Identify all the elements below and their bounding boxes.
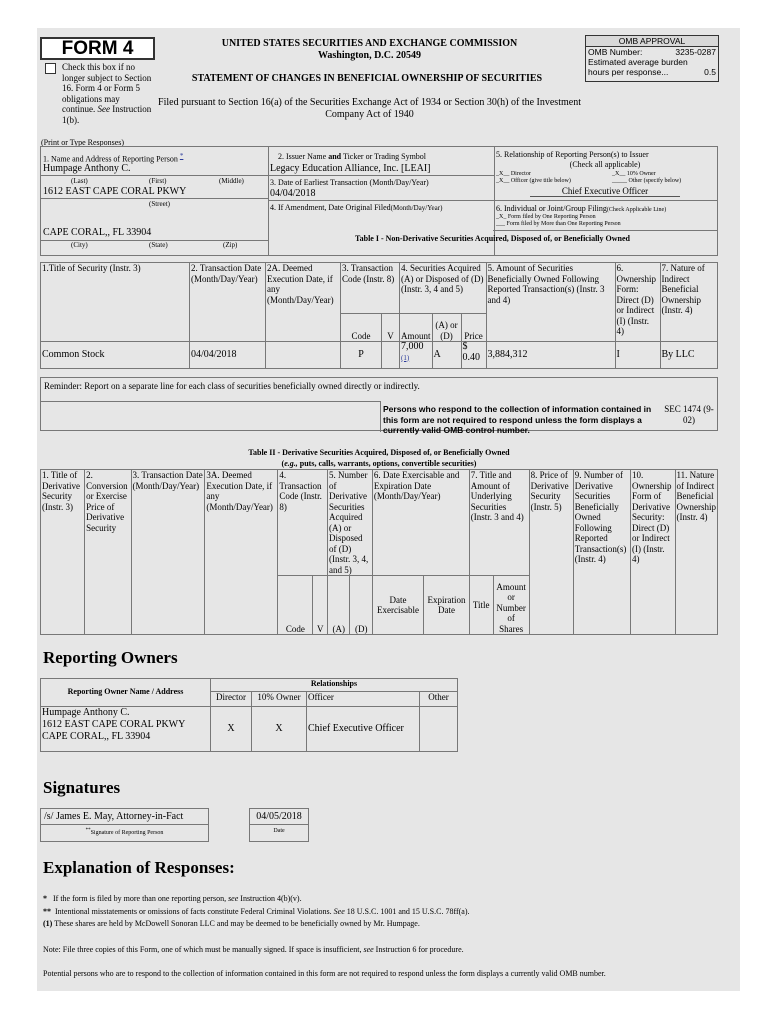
table1-title: Table I - Non-Derivative Securities Acquired, Disposed of, or Beneficially Owned [355,234,630,243]
explanation-star: * If the form is filed by more than one reporting person, see Instruction 4(b)(v). [43,894,302,903]
sec-number: SEC 1474 (9-02) [664,404,714,425]
earliest-date-label: 3. Date of Earliest Transaction (Month/Day/Year) [270,178,429,187]
signer: /s/ James E. May, Attorney-in-Fact [41,809,208,825]
asterisk-link[interactable]: * [179,152,184,160]
table2-header: 1. Title of Derivative Security (Instr. 3) [41,470,85,635]
omb-number-row [586,47,718,57]
transaction-code: P [341,342,382,369]
table1-header: 7. Nature of Indirect Beneficial Ownership (Instr. 4) [660,263,717,342]
divider [493,230,717,231]
omb-number-label: OMB Number: [588,47,643,57]
table2-title: Table II - Derivative Securities Acquired, Disposed of, or Beneficially Owned [248,448,510,457]
filed-pursuant: Filed pursuant to Section 16(a) of the Securities Exchange Act of 1934 or Section 30(h) of the Investment Company Act of 1940 [158,97,581,120]
relationship-sub: (Check all applicable) [569,160,641,169]
security-title: Common Stock [41,342,190,369]
last-label: (Last) [71,177,88,185]
issuer-name: Legacy Education Alliance, Inc. [LEAI] [270,163,431,174]
agency-name: UNITED STATES SECURITIES AND EXCHANGE COMMISSION [221,38,518,49]
transaction-date: 04/04/2018 [190,342,266,369]
relationships-header: Relationships [211,679,458,692]
signature-date: 04/05/2018 [250,809,308,825]
officer-check[interactable]: _X__ Officer (give title below) [496,178,571,184]
footnote-1-link[interactable]: (1) [401,353,410,362]
table2-header-row [41,470,718,576]
table1-header: 5. Amount of Securities Beneficially Owned Following Reported Transaction(s) (Instr. 3 and 4) [486,263,615,342]
owner-address [41,707,211,752]
table2-sub-d: (D) [350,576,372,635]
table1-sub-code: Code [341,314,382,342]
table2-sub-amount: Amount or Number of Shares [493,576,529,635]
omb-hours: 0.5 [704,67,716,77]
street-label: (Street) [149,200,170,208]
table1-header: 2A. Deemed Execution Date, if any (Month/Day/Year) [266,263,341,342]
divider [41,175,268,176]
signatures-heading: Signatures [43,778,121,797]
check-note: Check this box if no longer subject to Section 16. Form 4 or Form 5 obligations may continue. See Instruction 1(b). [62,62,152,125]
filing-label: 6. Individual or Joint/Group Filing(Check Applicable Line) [496,204,667,213]
officer-title: Chief Executive Officer [530,186,680,197]
ten-pct-owner-check[interactable]: _X__ 10% Owner [612,171,656,177]
table1-header: 3. Transaction Code (Instr. 8) [341,263,400,314]
print-type: (Print or Type Responses) [41,138,125,147]
omb-approval-box [585,35,719,82]
table-row [41,707,458,752]
nature-of-ownership: By LLC [660,342,717,369]
table1-header: 1.Title of Security (Instr. 3) [41,263,190,342]
table1-header: 6. Ownership Form: Direct (D) or Indirect (I) (Instr. 4) [615,263,660,342]
owner-city: CAPE CORAL,, FL 33904 [42,731,151,742]
issuer-label: 2. Issuer Name and Ticker or Trading Symbol [278,152,427,161]
price: 0.40 [462,351,481,363]
table2-sub-v: V [313,576,328,635]
other-header: Other [420,692,458,707]
relationship-label: 5. Relationship of Reporting Person(s) to Issuer [496,150,649,159]
table2-header: 5. Number of Derivative Securities Acquired (A) or Disposed of (D) (Instr. 3, 4, and 5) [328,470,373,576]
date-label: Date [273,828,285,834]
table2-sub-code: Code [278,576,313,635]
no-longer-subject-checkbox[interactable] [45,63,56,74]
state-label: (State) [149,241,168,249]
file-note: Note: File three copies of this Form, one of which must be manually signed. If space is insufficient, see Instruction 6 for procedure. [43,945,464,954]
earliest-date: 04/04/2018 [270,188,316,199]
explanation-heading: Explanation of Responses: [43,858,235,877]
table-row [41,342,718,369]
signature-box [40,808,209,842]
table2-subtitle: (e.g., puts, calls, warrants, options, convertible securities) [281,459,477,468]
reporting-person-city: CAPE CORAL,, FL 33904 [43,227,152,238]
table2-header: 8. Price of Derivative Security (Instr. 5) [529,470,573,635]
explanation-double-star: ** Intentional misstatements or omissions of facts constitute Federal Criminal Violations. See 18 U.S.C. 1001 and 15 U.S.C. 78ff(a). [43,906,470,916]
reminder-blank [41,401,381,432]
table1-header: 2. Transaction Date (Month/Day/Year) [190,263,266,342]
ten-pct-value: X [252,707,307,752]
form-page [37,28,740,991]
deemed-date [266,342,341,369]
divider [494,200,717,201]
table1-sub-v: V [382,314,400,342]
one-person-check[interactable]: _X_ Form filed by One Reporting Person [496,214,596,220]
table1-sub-ad: (A) or (D) [432,314,461,342]
omb-title: OMB APPROVAL [586,36,718,47]
table2-header: 4. Transaction Code (Instr. 8) [278,470,328,576]
persons-notice: Persons who respond to the collection of information contained in this form are not required to respond unless the form displays a currently valid OMB control number. [383,404,652,435]
table2-sub-title: Title [469,576,493,635]
table1 [40,262,718,369]
officer-value: Chief Executive Officer [307,707,420,752]
table1-sub-amount: Amount [400,314,433,342]
price-cell [461,342,486,369]
other-value [420,707,458,752]
table2-header: 9. Number of Derivative Securities Beneficially Owned Following Reported Transaction(s) (Instr. 4) [573,470,630,635]
reporting-owners-heading: Reporting Owners [43,648,178,667]
signer-label: **Signature of Reporting Person [85,828,164,836]
owner-name: Humpage Anthony C. [42,707,130,718]
ten-pct-header: 10% Owner [252,692,307,707]
price-symbol: $ [462,341,468,352]
table2 [40,469,718,635]
table2-header: 10. Ownership Form of Derivative Security: Direct (D) or Indirect (I) (Instr. 4) [630,470,675,635]
director-header: Director [211,692,252,707]
table2-header: 6. Date Exercisable and Expiration Date (Month/Day/Year) [372,470,469,576]
owner-street: 1612 EAST CAPE CORAL PKWY [42,719,186,730]
table2-header: 11. Nature of Indirect Beneficial Ownership (Instr. 4) [675,470,717,635]
omb-hours-row [586,67,718,77]
table1-header: 4. Securities Acquired (A) or Disposed of (D) (Instr. 3, 4 and 5) [400,263,487,314]
reporting-owners-table [40,678,458,752]
reporting-info-block [40,146,718,256]
form-title: FORM 4 [61,38,134,59]
amount-cell [400,342,433,369]
amendment-label: 4. If Amendment, Date Original Filed(Month/Day/Year) [270,203,443,212]
reporting-person-name: Humpage Anthony C. [43,163,131,174]
director-value: X [211,707,252,752]
reporting-person-address: 1612 EAST CAPE CORAL PKWY [43,186,187,197]
divider [268,200,494,201]
owner-name-header: Reporting Owner Name / Address [41,679,211,707]
omb-number: 3235-0287 [675,47,716,57]
table2-header: 3. Transaction Date (Month/Day/Year) [131,470,205,635]
acquired-disposed: A [432,342,461,369]
explanation-list [43,893,733,931]
director-check[interactable]: _X__ Director [496,171,531,177]
more-person-check[interactable]: ___ Form filed by More than One Reporting Person [496,221,621,227]
reporting-person-label: 1. Name and Address of Reporting Person * [43,152,184,164]
amount: 7,000 [401,341,424,352]
ownership-form: I [615,342,660,369]
table2-sub-date-exercisable: Date Exercisable [372,576,423,635]
amount-owned: 3,884,312 [486,342,615,369]
other-check[interactable]: _____ Other (specify below) [612,178,682,184]
middle-label: (Middle) [219,177,244,185]
divider [268,175,494,176]
zip-label: (Zip) [223,241,238,249]
table1-header-row [41,263,718,314]
table2-header: 3A. Deemed Execution Date, if any (Month/Day/Year) [205,470,278,635]
reminder: Reminder: Report on a separate line for each class of securities beneficially owned directly or indirectly. [44,381,420,391]
footnote-1: (1) These shares are held by McDowell Sonoran LLC and may be deemed to be beneficially owned by Mr. Humpage. [43,919,420,928]
agency-city: Washington, D.C. 20549 [317,50,422,61]
officer-header: Officer [307,692,420,707]
city-label: (City) [71,241,88,249]
reminder-box [40,377,718,435]
table2-sub-expiration: Expiration Date [424,576,470,635]
form-title-box [40,37,155,60]
table2-sub-a: (A) [328,576,350,635]
table2-header: 2. Conversion or Exercise Price of Derivative Security [85,470,131,635]
table1-sub-price: Price [461,314,486,342]
owners-header-row [41,679,458,692]
table2-header: 7. Title and Amount of Underlying Securities (Instr. 3 and 4) [469,470,529,576]
first-label: (First) [149,177,167,185]
v-cell [382,342,400,369]
divider [41,198,268,199]
reporting-person-section [41,147,269,255]
omb-burden: Estimated average burden [588,57,688,67]
statement-title: STATEMENT OF CHANGES IN BENEFICIAL OWNERSHIP OF SECURITIES [191,73,543,84]
potential-persons-note: Potential persons who are to respond to the collection of information contained in this form are not required to respond unless the form displays a currently valid OMB number. [43,969,606,978]
omb-hours-label: hours per response... [588,67,669,77]
signature-date-box [249,808,309,842]
